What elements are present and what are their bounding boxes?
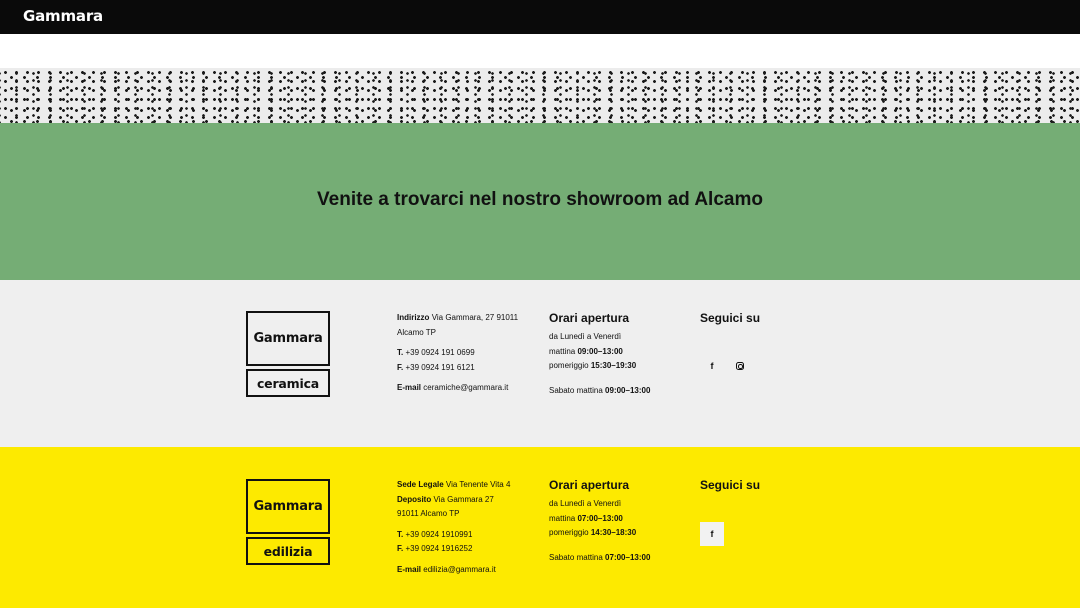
legal-label: Sede Legale <box>397 480 444 489</box>
afternoon-label: pomeriggio <box>549 528 589 537</box>
deposit-label: Deposito <box>397 494 432 504</box>
ceramica-footer <box>0 280 1080 447</box>
ceramica-contact-info <box>397 311 537 396</box>
afternoon-hours: 14:30–18:30 <box>590 528 637 537</box>
ceramica-logo-bottom[interactable]: ceramica <box>246 369 330 397</box>
header-spacer <box>0 34 1080 68</box>
email-link[interactable]: edilizia@gammara.it <box>423 564 496 574</box>
email-label: E-mail <box>397 383 422 392</box>
address-label: Indirizzo <box>397 313 430 322</box>
saturday-hours: 07:00–13:00 <box>605 552 651 562</box>
saturday-hours: 09:00–13:00 <box>605 385 651 395</box>
morning-label: mattina <box>549 346 576 356</box>
ceramica-opening-hours <box>549 310 689 398</box>
hours-days: da Lunedì a Venerdì <box>549 499 622 508</box>
phone-number[interactable]: +39 0924 191 0699 <box>405 348 475 357</box>
saturday-label: Sabato mattina <box>549 385 603 395</box>
fax-label: F. <box>397 544 404 553</box>
brand-logo[interactable]: Gammara <box>23 7 103 25</box>
social-title: Seguici su <box>700 311 761 325</box>
morning-hours: 07:00–13:00 <box>577 513 623 523</box>
showroom-hero <box>0 123 1080 280</box>
email-link[interactable]: ceramiche@gammara.it <box>423 383 509 392</box>
hero-title: Venite a trovarci nel nostro showroom ad Alcamo <box>317 189 763 210</box>
facebook-icon[interactable]: f <box>710 361 714 371</box>
address-line2: Alcamo TP <box>397 327 436 337</box>
hours-title: Orari apertura <box>549 311 630 325</box>
edilizia-opening-hours <box>549 477 689 565</box>
hours-days: da Lunedì a Venerdì <box>549 332 622 341</box>
facebook-icon[interactable]: f <box>700 522 724 546</box>
fax-number: +39 0924 1916252 <box>405 544 473 553</box>
ceramica-social <box>700 310 820 326</box>
dotted-pattern-banner <box>0 68 1080 123</box>
afternoon-hours: 15:30–19:30 <box>590 361 637 370</box>
edilizia-logo-bottom[interactable]: edilizia <box>246 537 330 565</box>
hours-title: Orari apertura <box>549 478 630 492</box>
address-line1: Via Gammara, 27 91011 <box>431 313 519 322</box>
phone-number[interactable]: +39 0924 1910991 <box>405 529 473 539</box>
instagram-icon[interactable] <box>728 354 752 378</box>
edilizia-logo-top[interactable]: Gammara <box>246 479 330 534</box>
email-label: E-mail <box>397 564 422 574</box>
deposit-address: Via Gammara 27 <box>433 494 494 504</box>
morning-hours: 09:00–13:00 <box>577 346 623 356</box>
legal-address: Via Tenente Vita 4 <box>445 480 511 489</box>
edilizia-footer <box>0 447 1080 608</box>
ceramica-logo-top[interactable]: Gammara <box>246 311 330 366</box>
top-navigation-bar <box>0 0 1080 34</box>
saturday-label: Sabato mattina <box>549 552 603 562</box>
fax-number: +39 0924 191 6121 <box>405 362 475 372</box>
phone-label: T. <box>397 348 404 357</box>
edilizia-contact-info <box>397 478 537 577</box>
phone-label: T. <box>397 529 404 539</box>
afternoon-label: pomeriggio <box>549 361 589 370</box>
edilizia-social <box>700 477 820 493</box>
fax-label: F. <box>397 362 404 372</box>
social-title: Seguici su <box>700 478 761 492</box>
deposit-city: 91011 Alcamo TP <box>397 509 460 518</box>
morning-label: mattina <box>549 513 576 523</box>
